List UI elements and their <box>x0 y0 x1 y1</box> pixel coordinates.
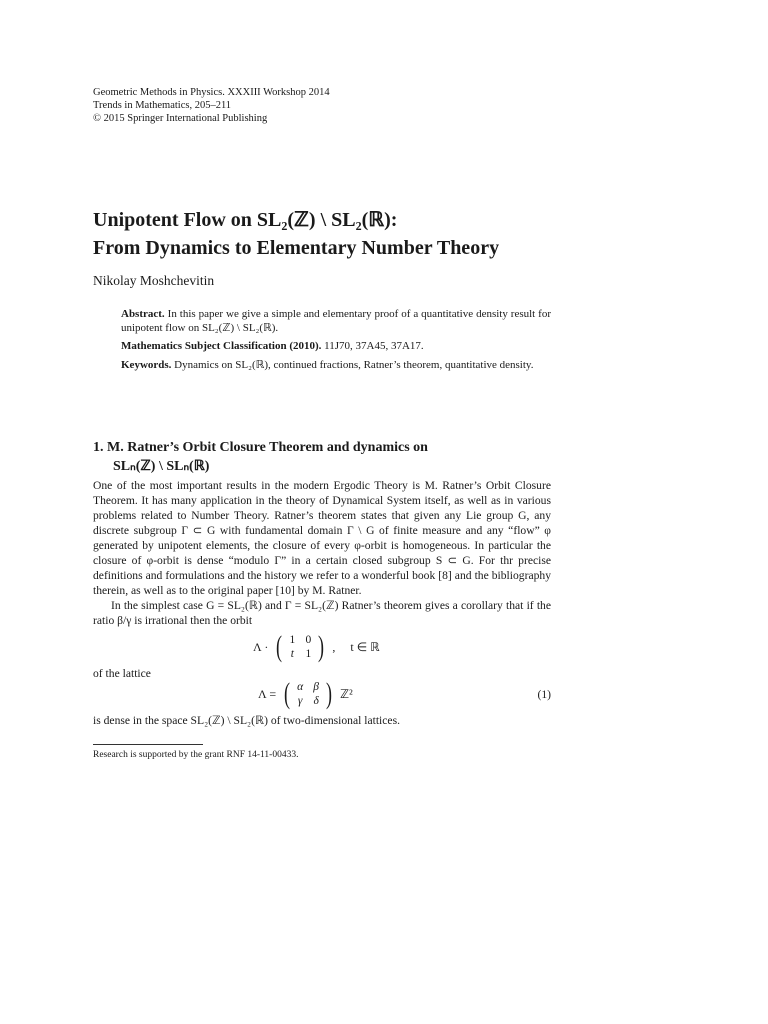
header-line-1: Geometric Methods in Physics. XXXIII Workshop 2014 <box>93 87 330 98</box>
section-heading <box>93 438 551 476</box>
author-name: Nikolay Moshchevitin <box>93 273 215 288</box>
abstract-label: Abstract. <box>121 308 165 320</box>
eq1-m12: 0 <box>305 634 312 646</box>
eq2-matrix: ( α β γ δ ) <box>284 677 333 710</box>
footnote: Research is supported by the grant RNF 14-11-00433. <box>93 750 299 760</box>
msc-paragraph <box>121 340 551 354</box>
equation-number: (1) <box>537 688 551 701</box>
eq2-m11: α <box>297 681 304 693</box>
keywords-text: Dynamics on SL₂(ℝ), continued fractions, Ratner’s theorem, quantitative density. <box>174 358 534 371</box>
equation-lattice <box>93 675 551 713</box>
paragraph-1: One of the most important results in the modern Ergodic Theory is M. Ratner’s Orbit Closure Theorem. It has many application in the theory of Dynamical System itself, as well as in various problems related to Number Theory. Ratner’s theorem states that given any Lie group G, any discrete subgroup Γ ⊂ G with fundamental domain Γ \ G of finite measure and any “flow” φ generated by unipotent elements, the closure of every φ-orbit is homogeneous. In particular the closure of φ-orbit is dense “modulo Γ” in a certain closed subgroup S ⊂ G. For thr precise definitions and formulations and the history we refer to a wonderful book [8] and the bibliography therein, as well as to the original paper [10] by M. Ratner. <box>93 479 551 597</box>
eq1-m21: t <box>290 648 294 660</box>
paragraph-3: of the lattice <box>93 667 151 680</box>
journal-header <box>93 86 330 125</box>
equation-orbit <box>93 628 551 666</box>
title-line-2: From Dynamics to Elementary Number Theory <box>93 237 500 259</box>
title-line-1: Unipotent Flow on SL₂(ℤ) \ SL₂(ℝ): <box>93 209 398 231</box>
abstract-text: In this paper we give a simple and elementary proof of a quantitative density result for unipotent flow on SL₂(ℤ) \ SL₂(ℝ). <box>121 308 552 334</box>
body-text <box>93 478 551 728</box>
msc-text: 11J70, 37A45, 37A17. <box>324 340 424 352</box>
paragraph-2: In the simplest case G = SL₂(ℝ) and Γ = SL₂(ℤ) Ratner’s theorem gives a corollary that if the ratio β/γ is irrational then the orbit <box>93 599 551 627</box>
header-line-2: Trends in Mathematics, 205–211 <box>93 100 232 111</box>
eq1-tail: , t ∈ ℝ <box>332 639 380 654</box>
section-line-2: SLₙ(ℤ) \ SLₙ(ℝ) <box>113 459 210 474</box>
eq1-m22: 1 <box>305 648 312 660</box>
paragraph-4: is dense in the space SL₂(ℤ) \ SL₂(ℝ) of two-dimensional lattices. <box>93 714 400 727</box>
eq2-m21: γ <box>297 695 303 707</box>
abstract-paragraph <box>121 308 551 335</box>
eq2-tail: ℤ² <box>340 686 353 701</box>
msc-label: Mathematics Subject Classification (2010). <box>121 340 322 352</box>
eq1-lhs: Λ · <box>253 639 269 654</box>
eq2-m22: δ <box>313 695 319 707</box>
eq2-m12: β <box>313 681 320 693</box>
eq2-lhs: Λ = <box>258 686 277 701</box>
keywords-label: Keywords. <box>121 358 172 371</box>
eq1-m11: 1 <box>289 634 296 646</box>
eq1-matrix: ( 1 0 t 1 ) <box>276 630 325 663</box>
footnote-divider <box>93 744 203 745</box>
keywords-paragraph <box>121 359 551 373</box>
section-line-1: 1. M. Ratner’s Orbit Closure Theorem and dynamics on <box>93 440 428 455</box>
paper-title <box>93 206 613 262</box>
abstract-block <box>121 308 551 377</box>
header-line-3: © 2015 Springer International Publishing <box>93 113 268 124</box>
